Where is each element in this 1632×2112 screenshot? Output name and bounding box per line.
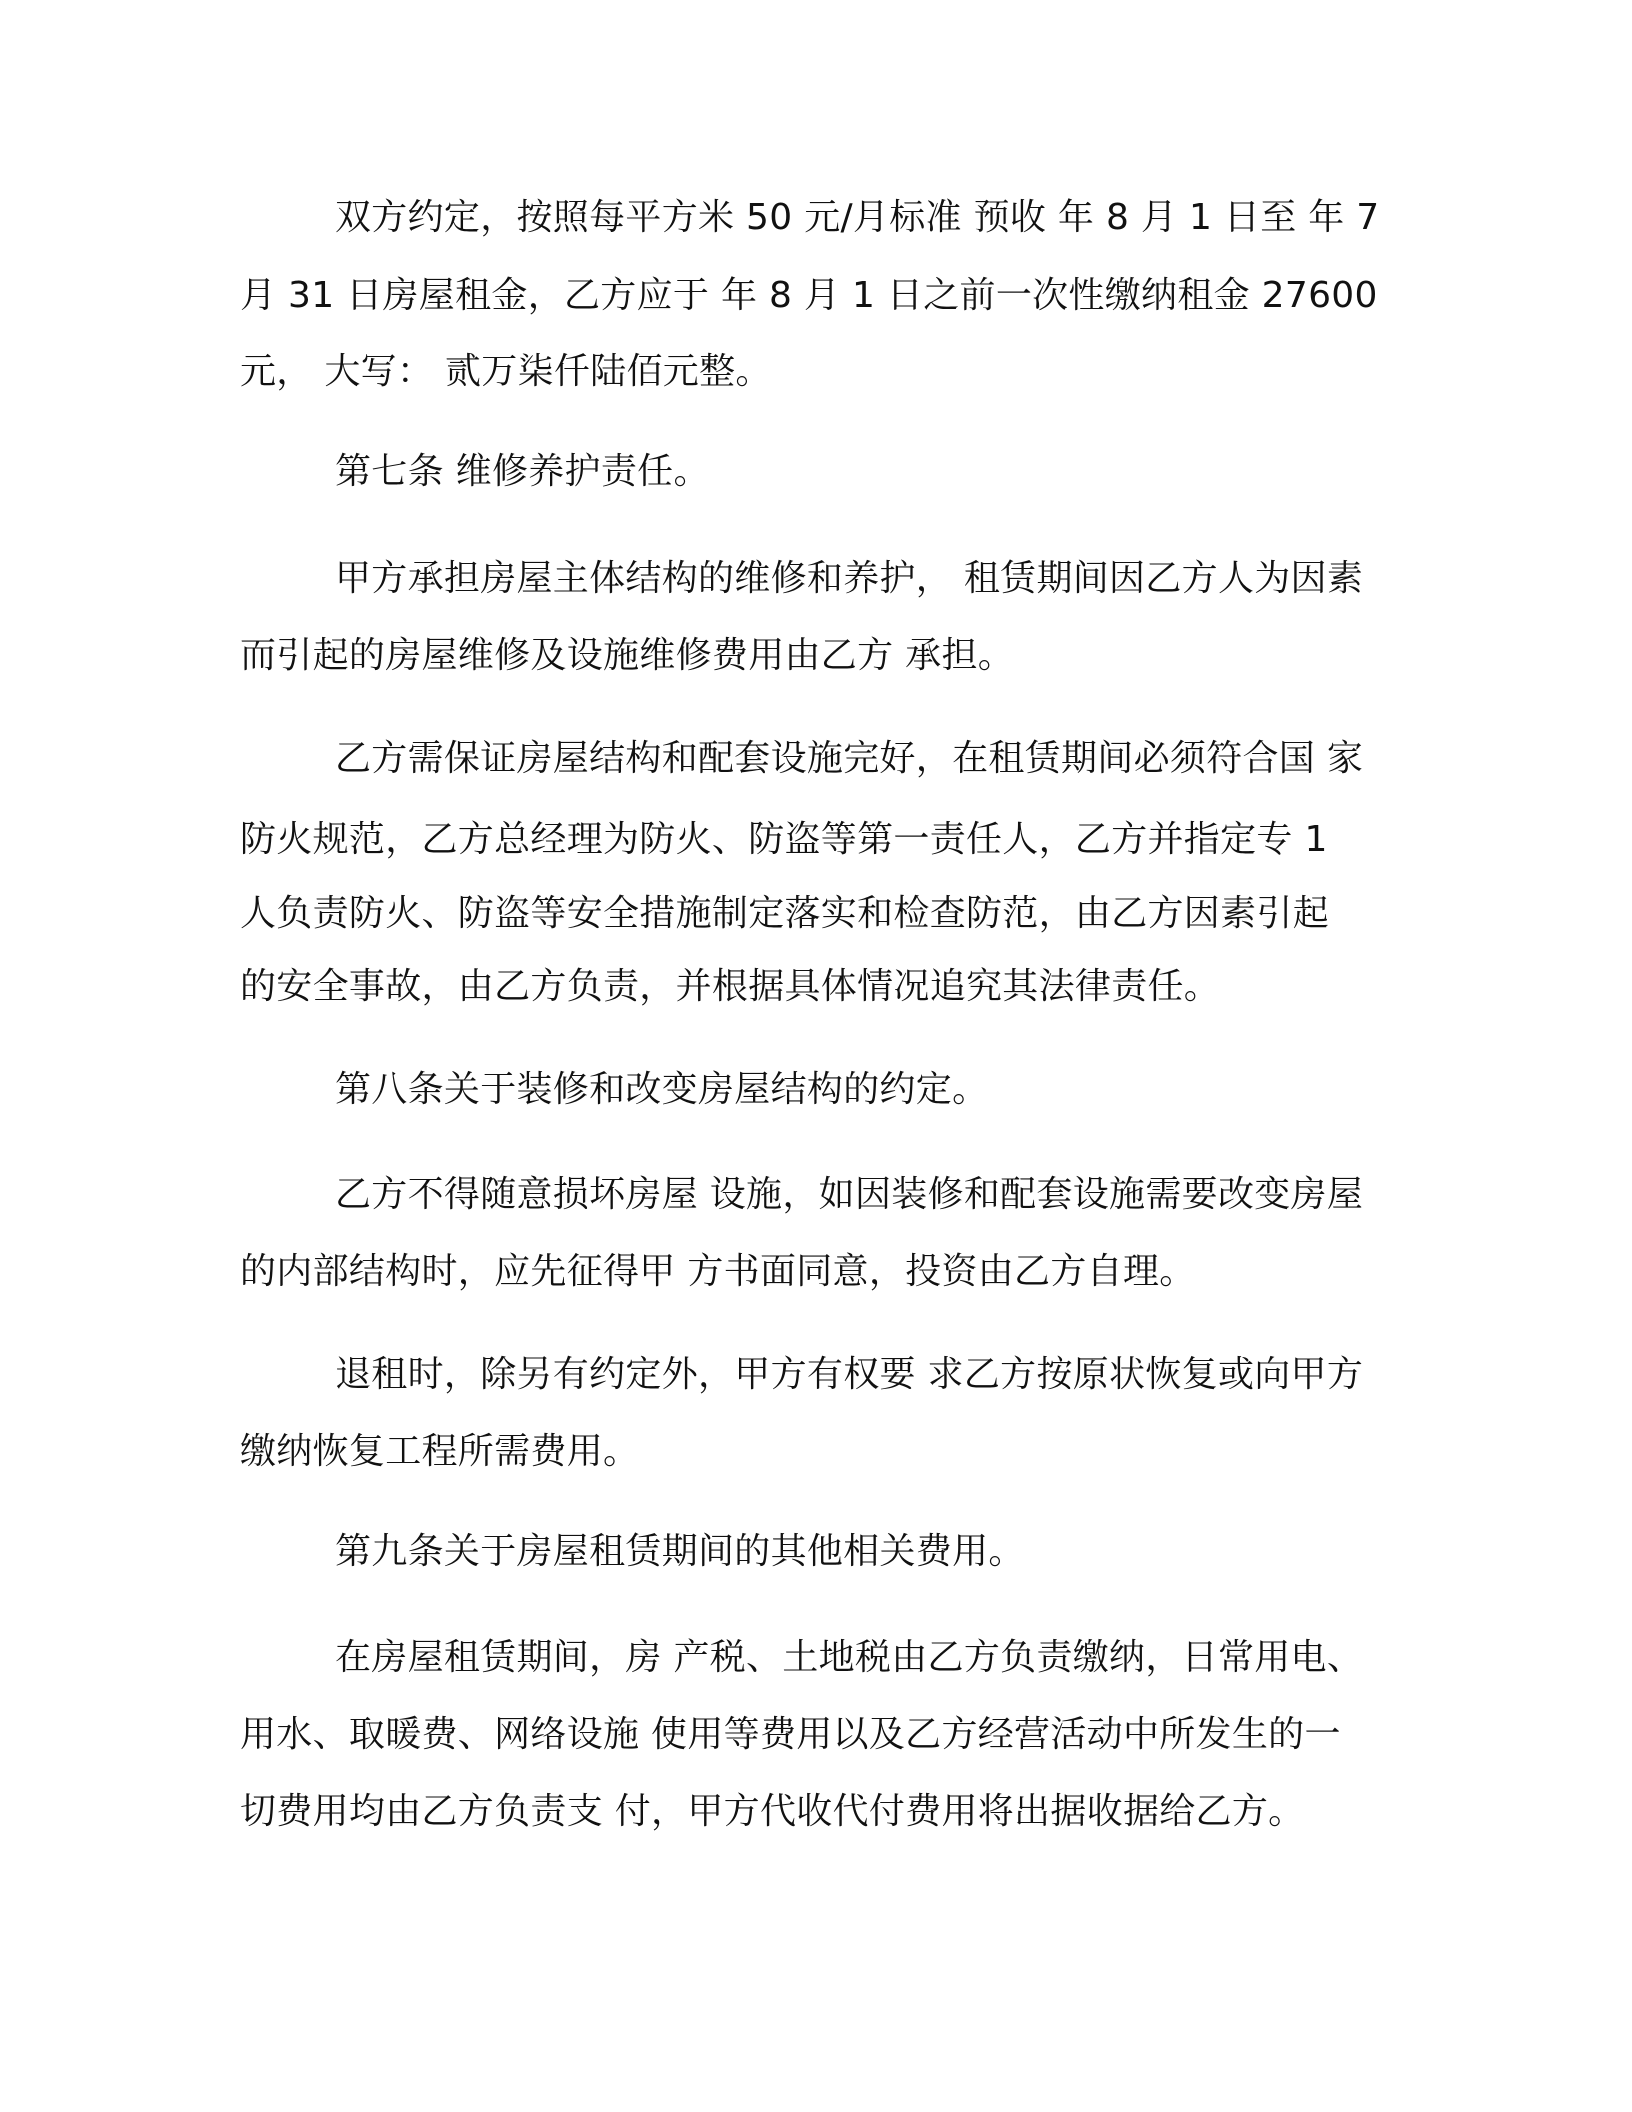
text-line: 乙方需保证房屋结构和配套设施完好，在租赁期间必须符合国 家 bbox=[335, 738, 1364, 779]
text-line: 而引起的房屋维修及设施维修费用由乙方 承担。 bbox=[240, 635, 1015, 676]
text-line: 甲方承担房屋主体结构的维修和养护， 租赁期间因乙方人为因素 bbox=[335, 558, 1364, 599]
text-line: 退租时，除另有约定外，甲方有权要 求乙方按原状恢复或向甲方 bbox=[335, 1354, 1364, 1395]
text-line: 在房屋租赁期间，房 产税、土地税由乙方负责缴纳，日常用电、 bbox=[335, 1637, 1364, 1678]
text-line: 人负责防火、防盗等安全措施制定落实和检查防范，由乙方因素引起 bbox=[240, 893, 1330, 934]
text-line: 用水、取暖费、网络设施 使用等费用以及乙方经营活动中所发生的一 bbox=[240, 1714, 1341, 1755]
text-line: 双方约定，按照每平方米 50 元/月标准 预收 年 8 月 1 日至 年 7 bbox=[335, 197, 1380, 238]
text-line: 切费用均由乙方负责支 付，甲方代收代付费用将出据收据给乙方。 bbox=[240, 1791, 1305, 1832]
section-heading: 第七条 维修养护责任。 bbox=[335, 451, 710, 492]
text-line: 乙方不得随意损坏房屋 设施，如因装修和配套设施需要改变房屋 bbox=[335, 1174, 1364, 1215]
text-line: 的安全事故，由乙方负责，并根据具体情况追究其法律责任。 bbox=[240, 966, 1221, 1007]
section-heading: 第九条关于房屋租赁期间的其他相关费用。 bbox=[335, 1531, 1025, 1572]
text-line: 缴纳恢复工程所需费用。 bbox=[240, 1431, 640, 1472]
text-line: 月 31 日房屋租金，乙方应于 年 8 月 1 日之前一次性缴纳租金 27600 bbox=[240, 275, 1378, 316]
text-line: 元， 大写： 贰万柒仟陆佰元整。 bbox=[240, 351, 772, 392]
section-heading: 第八条关于装修和改变房屋结构的约定。 bbox=[335, 1069, 989, 1110]
text-line: 防火规范，乙方总经理为防火、防盗等第一责任人，乙方并指定专 1 bbox=[240, 819, 1328, 860]
text-line: 的内部结构时，应先征得甲 方书面同意，投资由乙方自理。 bbox=[240, 1251, 1196, 1292]
